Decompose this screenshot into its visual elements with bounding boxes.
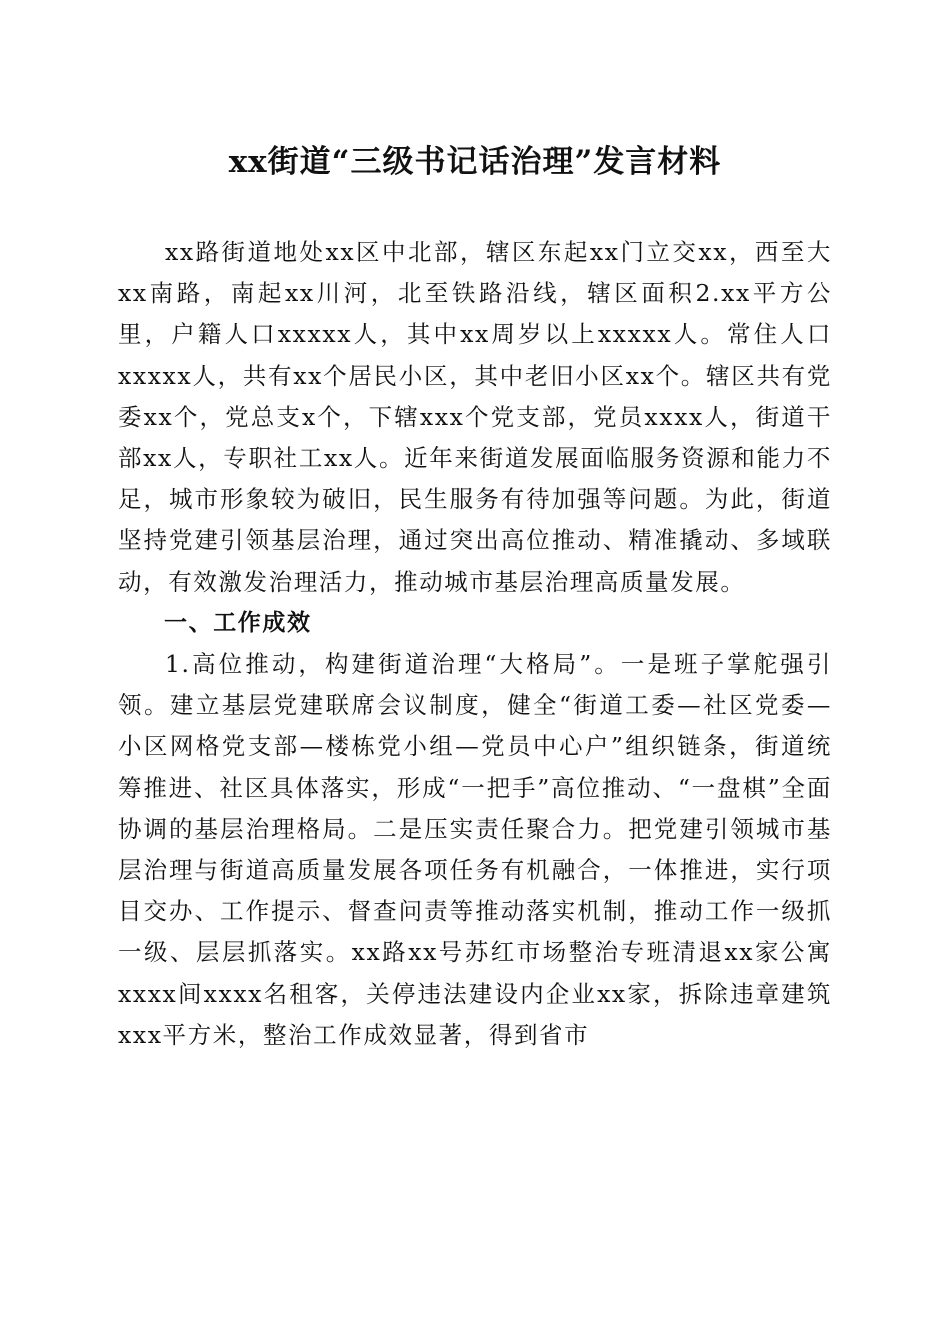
document-title: xx街道“三级书记话治理”发言材料: [228, 144, 722, 180]
document-body: [118, 232, 832, 1056]
section-paragraph: 1.高位推动，构建街道治理“大格局”。一是班子掌舵强引领。建立基层党建联席会议制度，健全“街道工委—社区党委—小区网格党支部—楼栋党小组—党员中心户”组织链条，街道统筹推进、社区具体落实，形成“一把手”高位推动、“一盘棋”全面协调的基层治理格局。二是压实责任聚合力。把党建引领城市基层治理与街道高质量发展各项任务有机融合，一体推进，实行项目交办、工作提示、督查问责等推动落实机制，推动工作一级抓一级、层层抓落实。xx路xx号苏红市场整治专班清退xx家公寓xxxx间xxxx名租客，关停违法建设内企业xx家，拆除违章建筑xxx平方米，整治工作成效显著，得到省市: [118, 650, 832, 1049]
intro-paragraph: xx路街道地处xx区中北部，辖区东起xx门立交xx，西至大xx南路，南起xx川河，北至铁路沿线，辖区面积2.xx平方公里，户籍人口xxxxx人，其中xx周岁以上xxxxx人。常住人口xxxxx人，共有xx个居民小区，其中老旧小区xx个。辖区共有党委xx个，党总支x个，下辖xxx个党支部，党员xxxx人，街道干部xx人，专职社工xx人。近年来街道发展面临服务资源和能力不足，城市形象较为破旧，民生服务有待加强等问题。为此，街道坚持党建引领基层治理，通过突出高位推动、精准撬动、多域联动，有效激发治理活力，推动城市基层治理高质量发展。: [118, 238, 832, 596]
section-heading: 一、工作成效: [164, 609, 312, 636]
